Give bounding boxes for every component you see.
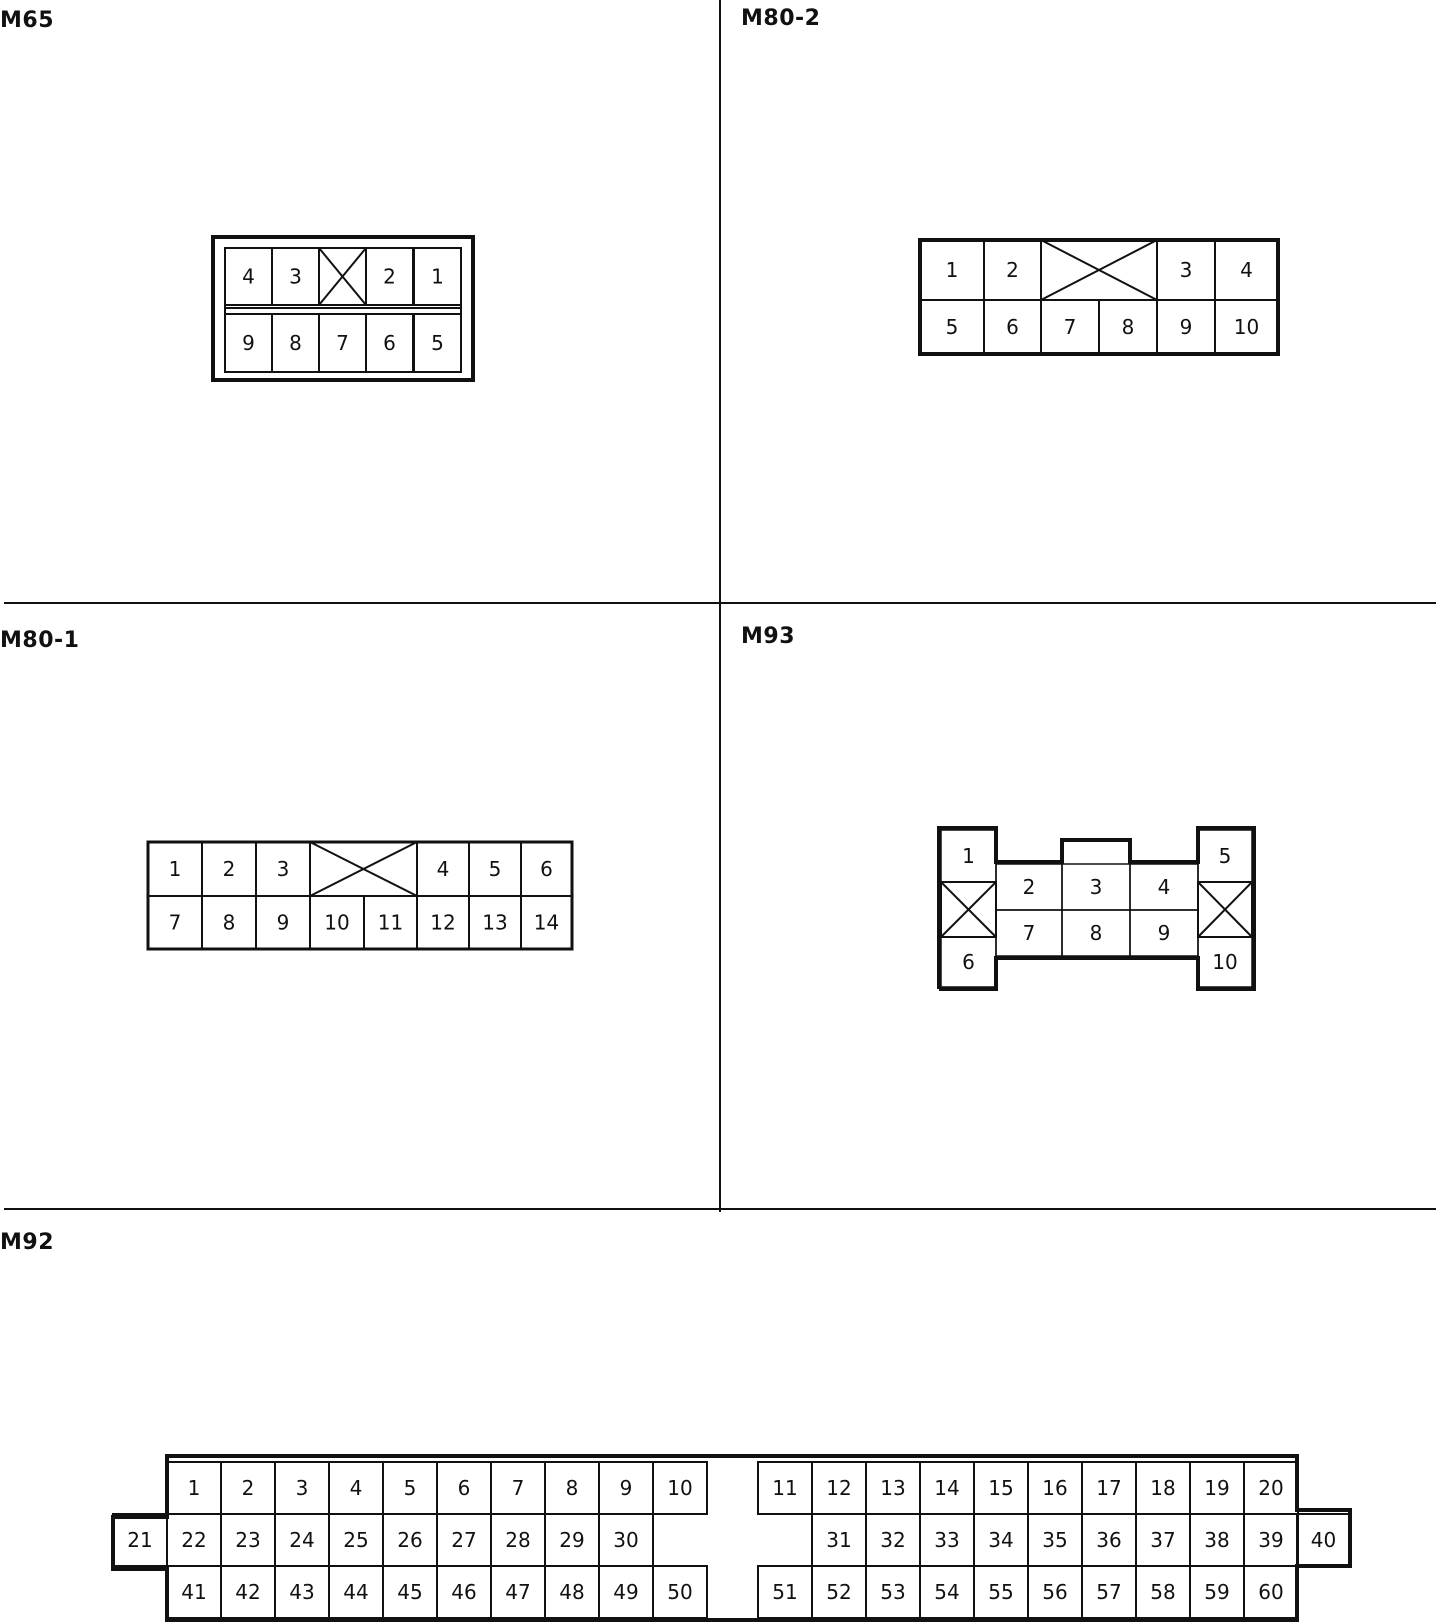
m65-pin-1-label: 1: [431, 264, 444, 289]
m80-2-pin-2-label: 2: [1006, 258, 1019, 282]
m92-pin-41-label: 41: [181, 1580, 207, 1604]
m92-pin-26-label: 26: [397, 1528, 423, 1552]
m92-pin-5-label: 5: [403, 1476, 417, 1500]
m92-pin-30-label: 30: [613, 1528, 639, 1552]
m92-pin-18-label: 18: [1150, 1476, 1176, 1500]
m65-pin-5-label: 5: [431, 331, 444, 355]
m92-pin-15-label: 15: [988, 1476, 1014, 1500]
m92-pin-10-label: 10: [667, 1476, 693, 1500]
m92-pin-45-label: 45: [397, 1580, 423, 1604]
m93-pin-2-label: 2: [1022, 875, 1036, 899]
m80-1-pin-8-label: 8: [222, 910, 236, 935]
m92-pin-29-label: 29: [559, 1528, 585, 1552]
m92-pin-31-label: 31: [826, 1528, 852, 1552]
m80-2-pin-9-label: 9: [1179, 315, 1193, 339]
m93-pin-4-label: 4: [1157, 875, 1171, 899]
m80-1-pin-2-label: 2: [222, 857, 236, 881]
m92-title: M92: [0, 1230, 55, 1255]
m65-pin-2-label: 2: [383, 264, 396, 289]
m80-2-pin-5-label: 5: [945, 315, 959, 339]
m92-pin-16-label: 16: [1042, 1476, 1068, 1500]
m92-pin-34-label: 34: [988, 1528, 1014, 1552]
m92-pin-28-label: 28: [505, 1528, 531, 1552]
m92-pin-51-label: 51: [772, 1580, 798, 1604]
m92-pin-37-label: 37: [1150, 1528, 1176, 1552]
m80-1-pin-10-label: 10: [324, 910, 350, 935]
m65-pin-6-label: 6: [383, 331, 396, 355]
m93-pin-5-label: 5: [1218, 844, 1232, 868]
m93-pin-8-label: 8: [1089, 921, 1103, 945]
m92-pin-43-label: 43: [289, 1580, 315, 1604]
m80-2-pin-8-label: 8: [1121, 315, 1135, 339]
m80-2-pin-6-label: 6: [1006, 315, 1019, 339]
m93-pin-7-label: 7: [1022, 921, 1036, 945]
m93-pin-6-label: 6: [962, 950, 975, 974]
m92-pin-55-label: 55: [988, 1580, 1014, 1604]
m80-1-pin-9-label: 9: [276, 910, 290, 935]
m92-pin-46-label: 46: [451, 1580, 477, 1604]
m80-1-pin-12-label: 12: [430, 910, 456, 935]
m92-pin-57-label: 57: [1096, 1580, 1122, 1604]
m92-pin-50-label: 50: [667, 1580, 693, 1604]
m80-2-pin-4-label: 4: [1240, 258, 1253, 282]
m80-2-pin-3-label: 3: [1179, 258, 1193, 282]
m92-pin-9-label: 9: [619, 1476, 633, 1500]
m93-pin-10-label: 10: [1212, 950, 1238, 974]
m92-pin-60-label: 60: [1258, 1580, 1284, 1604]
m92-pin-42-label: 42: [235, 1580, 261, 1604]
m92-pin-54-label: 54: [934, 1580, 960, 1604]
m92-pin-44-label: 44: [343, 1580, 369, 1604]
m92-pin-11-label: 11: [772, 1476, 798, 1500]
m93-housing: [939, 828, 1254, 989]
m65-pin-9-label: 9: [242, 331, 255, 355]
m92-pin-48-label: 48: [559, 1580, 585, 1604]
m92-pin-23-label: 23: [235, 1528, 261, 1552]
m80-2-pin-10-label: 10: [1233, 315, 1260, 339]
m92-pin-52-label: 52: [826, 1580, 852, 1604]
m65-pin-7-label: 7: [336, 331, 349, 355]
m92-pin-20-label: 20: [1258, 1476, 1284, 1500]
m93-title: M93: [741, 624, 796, 649]
m92-pin-40-label: 40: [1310, 1528, 1337, 1552]
m92-pin-49-label: 49: [613, 1580, 639, 1604]
m92-pin-27-label: 27: [451, 1528, 477, 1552]
m92-pin-47-label: 47: [505, 1580, 531, 1604]
m92-pin-7-label: 7: [511, 1476, 525, 1500]
m80-1-pin-14-label: 14: [533, 910, 560, 935]
m92-pin-3-label: 3: [295, 1476, 309, 1500]
m92-pin-19-label: 19: [1204, 1476, 1230, 1500]
m92-pin-39-label: 39: [1258, 1528, 1284, 1552]
m92-pin-33-label: 33: [934, 1528, 960, 1552]
m65-pin-3-label: 3: [289, 264, 302, 289]
m92-pin-32-label: 32: [880, 1528, 906, 1552]
m65-pin-4-label: 4: [242, 264, 255, 289]
m92-pin-53-label: 53: [880, 1580, 906, 1604]
m92-pin-6-label: 6: [457, 1476, 471, 1500]
m93-pin-1-label: 1: [962, 844, 975, 868]
m92-pin-8-label: 8: [565, 1476, 579, 1500]
m80-1-title: M80-1: [0, 628, 80, 653]
m80-1-pin-1-label: 1: [168, 857, 182, 881]
m92-pin-12-label: 12: [826, 1476, 852, 1500]
m80-2-title: M80-2: [741, 6, 821, 31]
m92-pin-36-label: 36: [1096, 1528, 1122, 1552]
m93-pin-9-label: 9: [1157, 921, 1171, 945]
m92-pin-56-label: 56: [1042, 1580, 1068, 1604]
m92-pin-17-label: 17: [1096, 1476, 1122, 1500]
m80-1-pin-11-label: 11: [377, 910, 404, 935]
m92-pin-13-label: 13: [880, 1476, 906, 1500]
m92-pin-21-label: 21: [127, 1528, 153, 1552]
m92-pin-24-label: 24: [289, 1528, 315, 1552]
m92-pin-2-label: 2: [241, 1476, 255, 1500]
m92-pin-14-label: 14: [934, 1476, 960, 1500]
m92-pin-35-label: 35: [1042, 1528, 1068, 1552]
m92-pin-38-label: 38: [1204, 1528, 1230, 1552]
m93-pin-3-label: 3: [1089, 875, 1103, 899]
m92-pin-4-label: 4: [349, 1476, 363, 1500]
m92-pin-59-label: 59: [1204, 1580, 1230, 1604]
m80-1-pin-5-label: 5: [488, 857, 502, 881]
m80-2-pin-7-label: 7: [1063, 315, 1077, 339]
m65-pin-8-label: 8: [289, 331, 302, 355]
m80-2-pin-1-label: 1: [945, 258, 959, 282]
m80-1-pin-6-label: 6: [540, 857, 553, 881]
m80-1-pin-13-label: 13: [482, 910, 508, 935]
m80-1-pin-7-label: 7: [168, 910, 182, 935]
m65-title: M65: [0, 8, 55, 33]
m80-1-pin-3-label: 3: [276, 857, 290, 881]
m92-pin-22-label: 22: [181, 1528, 207, 1552]
m92-pin-25-label: 25: [343, 1528, 369, 1552]
m92-pin-58-label: 58: [1150, 1580, 1176, 1604]
m92-pin-1-label: 1: [187, 1476, 201, 1500]
m80-1-pin-4-label: 4: [436, 857, 450, 881]
